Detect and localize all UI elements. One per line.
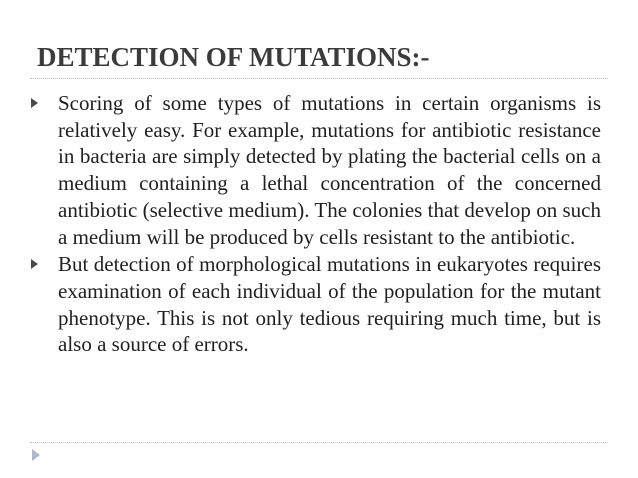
bullet-list <box>31 90 601 359</box>
bullet-text: But detection of morphological mutations in eukaryotes requires examination of each individual of the population for the mutant phenotype. This is not only tedious requiring much time, but is also a source of errors. <box>58 252 601 357</box>
bullet-item <box>31 90 601 250</box>
triangle-nav-icon <box>32 449 40 461</box>
title-divider <box>30 78 608 79</box>
bullet-text: Scoring of some types of mutations in certain organisms is relatively easy. For example, mutations for antibiotic resistance in bacteria are simply detected by plating the bacterial cells on a medium containing a lethal concentration of the concerned antibiotic (selective medium). The colonies that develop on such a medium will be produced by cells resistant to the antibiotic. <box>58 91 601 249</box>
bullet-item <box>31 251 601 358</box>
triangle-bullet-icon <box>31 259 38 269</box>
triangle-bullet-icon <box>31 98 38 108</box>
slide-title: DETECTION OF MUTATIONS:- <box>37 42 430 72</box>
footer-divider <box>30 442 608 443</box>
